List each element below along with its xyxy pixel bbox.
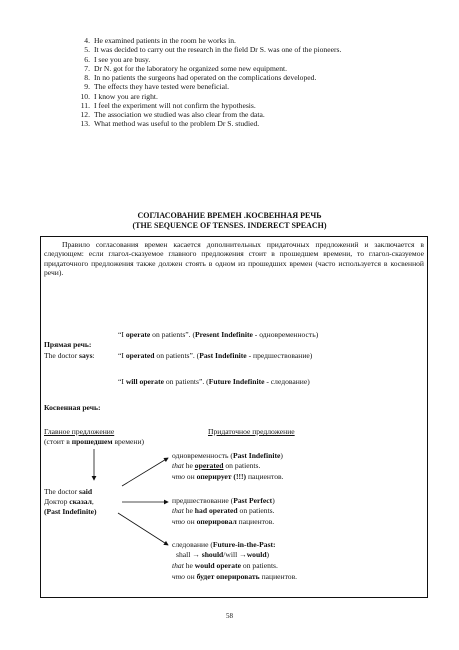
list-item: 9. The effects they have tested were beneficial. bbox=[84, 82, 230, 92]
arrow-right-icon: → bbox=[239, 550, 247, 559]
page-number: 58 bbox=[226, 612, 233, 620]
list-item: 11. I feel the experiment will not confirm the hypothesis. bbox=[80, 100, 256, 110]
branch-1-line-1: одновременность (Past Indefinite) bbox=[172, 451, 283, 460]
branch-2-line-2: that he had operated on patients. bbox=[172, 506, 275, 515]
main-clause-label: Главное предложение bbox=[44, 427, 115, 436]
main-clause-note: (стоит в прошедшем времени) bbox=[44, 437, 145, 446]
list-item: 8. In no patients the surgeons had operated on the complications developed. bbox=[84, 73, 317, 82]
section-title-ru: СОГЛАСОВАНИЕ ВРЕМЕН .КОСВЕННАЯ РЕЧЬ bbox=[137, 211, 322, 220]
indirect-speech-heading: Косвенная речь: bbox=[44, 403, 101, 412]
list-item: 4. He examined patients in the room he works in. bbox=[84, 36, 236, 45]
branch-3-line-3: that he would operate on patients. bbox=[172, 561, 278, 570]
direct-speech-heading: Прямая речь: bbox=[44, 340, 92, 349]
list-item: 12. The association we studied was also clear from the data. bbox=[80, 110, 265, 119]
list-item: 5. It was decided to carry out the research in the field Dr S. was one of the pioneers. bbox=[84, 45, 342, 55]
rule-paragraph: Правило согласования времен касается дополнительных придаточных предложений и заключается в следующем: если глагол-сказуемое главного предложения стоит в прошедшем времени, то глагол-сказуемое придаточного предложения также должен стоять в одном из прошедших времен (часто используется в косвенной речи). bbox=[44, 240, 424, 278]
list-item: 6. I see you are busy. bbox=[84, 54, 151, 64]
arrow-right-icon: → bbox=[192, 550, 200, 559]
main-clause-en: The doctor said bbox=[44, 487, 93, 496]
branch-1-line-3: что он оперирует (!!!) пациентов. bbox=[172, 472, 284, 481]
branch-3-line-4: что он будет оперировать пациентов. bbox=[172, 572, 298, 581]
branch-3-line-2: shall → should/will →would) bbox=[176, 550, 270, 559]
branch-2-line-3: что он оперировал пациентов. bbox=[172, 517, 275, 526]
direct-speech-line-1: “I operate on patients”. (Present Indefinite - одновременность) bbox=[118, 330, 319, 339]
exercise-list bbox=[76, 36, 406, 129]
branch-2-line-1: предшествование (Past Perfect) bbox=[172, 496, 275, 505]
section-title-en: (THE SEQUENCE OF TENSES. INDERECT SPEACH) bbox=[132, 221, 327, 230]
list-item: 13. What method was useful to the problem Dr S. studied. bbox=[80, 119, 260, 129]
direct-speech-speaker: The doctor says: bbox=[44, 351, 95, 360]
main-clause-ru: Доктор сказал, bbox=[44, 497, 94, 506]
main-clause-tense: (Past Indefinite) bbox=[44, 507, 97, 516]
direct-speech-line-3: “I will operate on patients”. (Future Indefinite - следование) bbox=[118, 377, 310, 386]
branch-3-line-1: следование (Future-in-the-Past: bbox=[172, 540, 276, 549]
direct-speech-line-2: “I operated on patients”. (Past Indefinite - предшествование) bbox=[118, 351, 313, 360]
list-item: 7. Dr N. got for the laboratory he organized some new equipment. bbox=[84, 63, 288, 73]
branch-1-line-2: that he operated on patients. bbox=[172, 461, 261, 470]
list-item: 10. I know you are right. bbox=[80, 91, 158, 101]
subordinate-clause-label: Придаточное предложение bbox=[208, 427, 295, 436]
